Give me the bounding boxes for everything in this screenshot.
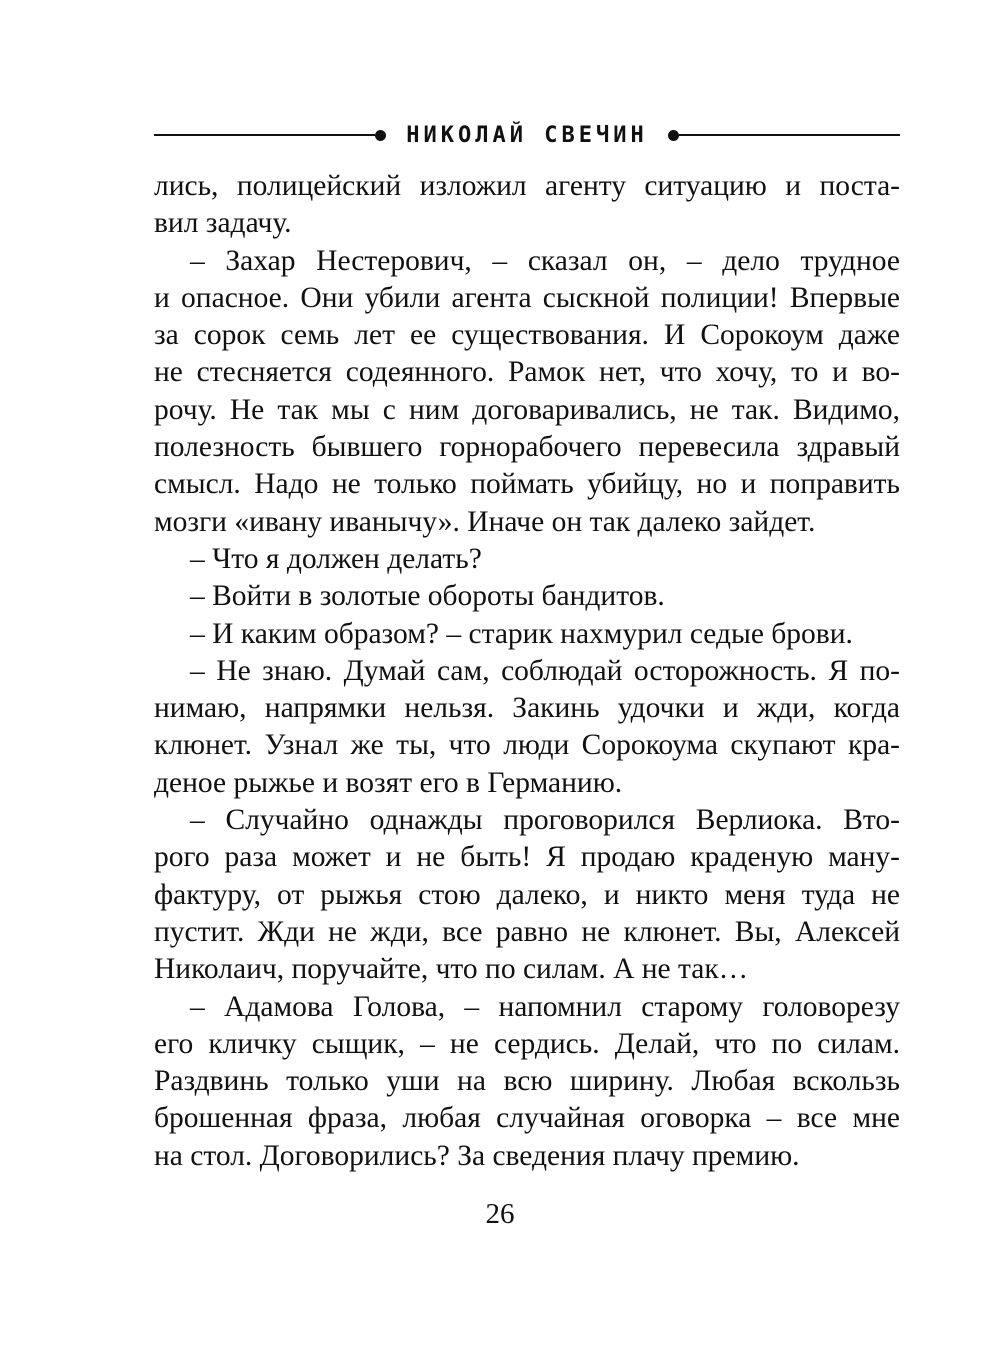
- text-line: деное рыжье и возят его в Германию.: [154, 766, 623, 799]
- author-name: НИКОЛАЙ СВЕЧИН: [406, 122, 648, 148]
- header-rule-left: [154, 134, 375, 136]
- text-line: рочу. Не так мы с ним договаривались, не так. Видимо,: [154, 393, 900, 426]
- text-line: полезность бывшего горнорабочего перевесила здравый: [154, 431, 900, 464]
- text-line: смысл. Надо не только поймать убийцу, но и поправить: [154, 468, 900, 501]
- header-rule-right: [679, 134, 900, 136]
- header-dot-left: [375, 130, 386, 141]
- text-line: пустит. Жди не жди, все равно не клюнет. Вы, Алексей: [154, 915, 900, 948]
- text-line: – И каким образом? – старик нахмурил седые брови.: [190, 617, 853, 650]
- page-number: 26: [485, 1198, 515, 1230]
- text-line: – Случайно однажды проговорился Верлиока. Вто-: [190, 804, 900, 837]
- text-line: – Войти в золотые обороты бандитов.: [190, 580, 665, 613]
- text-line: лись, полицейский изложил агенту ситуацию и поста-: [154, 170, 900, 202]
- text-line: его кличку сыщик, – не сердись. Делай, что по силам.: [154, 1027, 900, 1060]
- text-line: мозги «ивану иванычу». Иначе он так далеко зайдет.: [154, 505, 816, 538]
- text-line: на стол. Договорились? За сведения плачу премию.: [154, 1139, 800, 1172]
- text-line: Николаич, поручайте, что по силам. А не так…: [154, 953, 749, 986]
- text-line: – Что я должен делать?: [190, 542, 482, 575]
- text-line: фактуру, от рыжья стою далеко, и никто меня туда не: [154, 878, 900, 911]
- running-header: [154, 118, 900, 152]
- text-line: – Адамова Голова, – напомнил старому головорезу: [190, 990, 900, 1023]
- text-line: вил задачу.: [154, 207, 292, 240]
- text-line: – Захар Нестерович, – сказал он, – дело трудное: [190, 244, 900, 277]
- text-line: не стесняется содеянного. Рамок нет, что хочу, то и во-: [154, 356, 900, 389]
- text-line: клюнет. Узнал же ты, что люди Сорокоума скупают кра-: [154, 729, 900, 762]
- text-line: Раздвинь только уши на всю ширину. Любая вскользь: [154, 1065, 900, 1098]
- text-line: брошенная фраза, любая случайная оговорка – все мне: [154, 1102, 900, 1135]
- header-dot-right: [668, 130, 679, 141]
- text-line: – Не знаю. Думай сам, соблюдай осторожность. Я по-: [190, 654, 900, 687]
- body-text: [154, 168, 900, 1175]
- text-line: за сорок семь лет ее существования. И Сорокоум даже: [154, 319, 900, 352]
- text-line: нимаю, напрямки нельзя. Закинь удочки и жди, когда: [154, 692, 900, 725]
- text-line: рого раза может и не быть! Я продаю краденую ману-: [154, 841, 900, 874]
- text-line: и опасное. Они убили агента сыскной полиции! Впервые: [154, 281, 900, 314]
